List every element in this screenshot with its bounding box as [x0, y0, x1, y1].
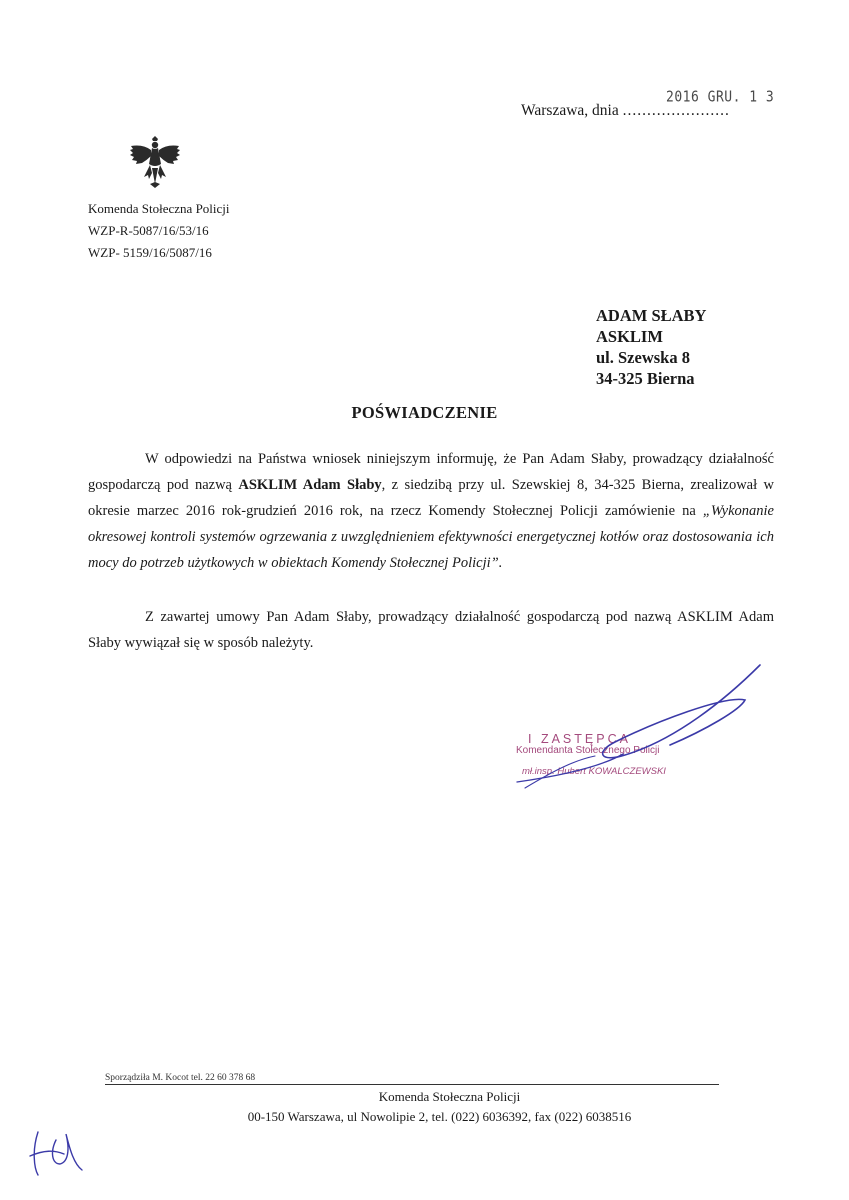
- footer-unit: Komenda Stołeczna Policji: [378, 1089, 521, 1104]
- handwritten-initials: [26, 1120, 86, 1180]
- paragraph-2: [88, 604, 774, 656]
- recipient-company: ASKLIM: [596, 327, 663, 346]
- paragraph-1-text-b: , z siedzibą przy ul. Szewskiej 8, 34-325 Bierna, zrealizował w okresie marzec 2016 rok-grudzień 2016 rok, na rzecz Komendy Stołecznej Policji zamówienie na: [88, 477, 774, 519]
- paragraph-1-contract-title: „Wykonanie okresowej kontroli systemów ogrzewania z uwzględnieniem efektywności energetycznej kotłów oraz dostosowania ich mocy do potrzeb użytkowych w obiektach Komendy Stołecznej Policji”.: [88, 503, 774, 571]
- signatory-role: I ZASTĘPCA: [528, 732, 631, 746]
- footer-divider: [105, 1084, 719, 1085]
- sender-block: [88, 198, 230, 264]
- date-dots: ......................: [622, 102, 730, 119]
- footer: [0, 1087, 849, 1127]
- reference-number-2: WZP- 5159/16/5087/16: [88, 245, 212, 260]
- prepared-by: Sporządziła M. Kocot tel. 22 60 378 68: [105, 1073, 256, 1083]
- signatory-unit: Komendanta Stołecznego Policji: [516, 745, 660, 756]
- recipient-city: 34-325 Bierna: [596, 369, 695, 388]
- paragraph-1-text-a: W odpowiedzi na Państwa wniosek niniejszym informuję, że Pan Adam Słaby, prowadzący działalność gospodarczą pod nazwą: [88, 451, 774, 493]
- recipient-name: ADAM SŁABY: [596, 306, 707, 325]
- recipient-street: ul. Szewska 8: [596, 348, 690, 367]
- place-date-prefix: Warszawa, dnia: [521, 102, 619, 119]
- recipient-block: [596, 305, 706, 389]
- paragraph-1-company: ASKLIM Adam Słaby: [238, 477, 382, 493]
- eagle-emblem-icon: [128, 134, 182, 190]
- sender-unit: Komenda Stołeczna Policji: [88, 201, 230, 216]
- reference-number-1: WZP-R-5087/16/53/16: [88, 223, 209, 238]
- date-stamp: 2016 GRU. 1 3: [666, 88, 775, 107]
- handwritten-signature: [505, 660, 775, 800]
- signatory-name: mł.insp. Hubert KOWALCZEWSKI: [522, 766, 666, 777]
- footer-address: 00-150 Warszawa, ul Nowolipie 2, tel. (022) 6036392, fax (022) 6038516: [247, 1109, 632, 1124]
- paragraph-1: [88, 446, 774, 576]
- paragraph-2-text: Z zawartej umowy Pan Adam Słaby, prowadzący działalność gospodarczą pod nazwą ASKLIM Adam Słaby wywiązał się w sposób należyty.: [88, 609, 774, 651]
- place-date: [521, 102, 730, 120]
- document-title: POŚWIADCZENIE: [351, 403, 498, 422]
